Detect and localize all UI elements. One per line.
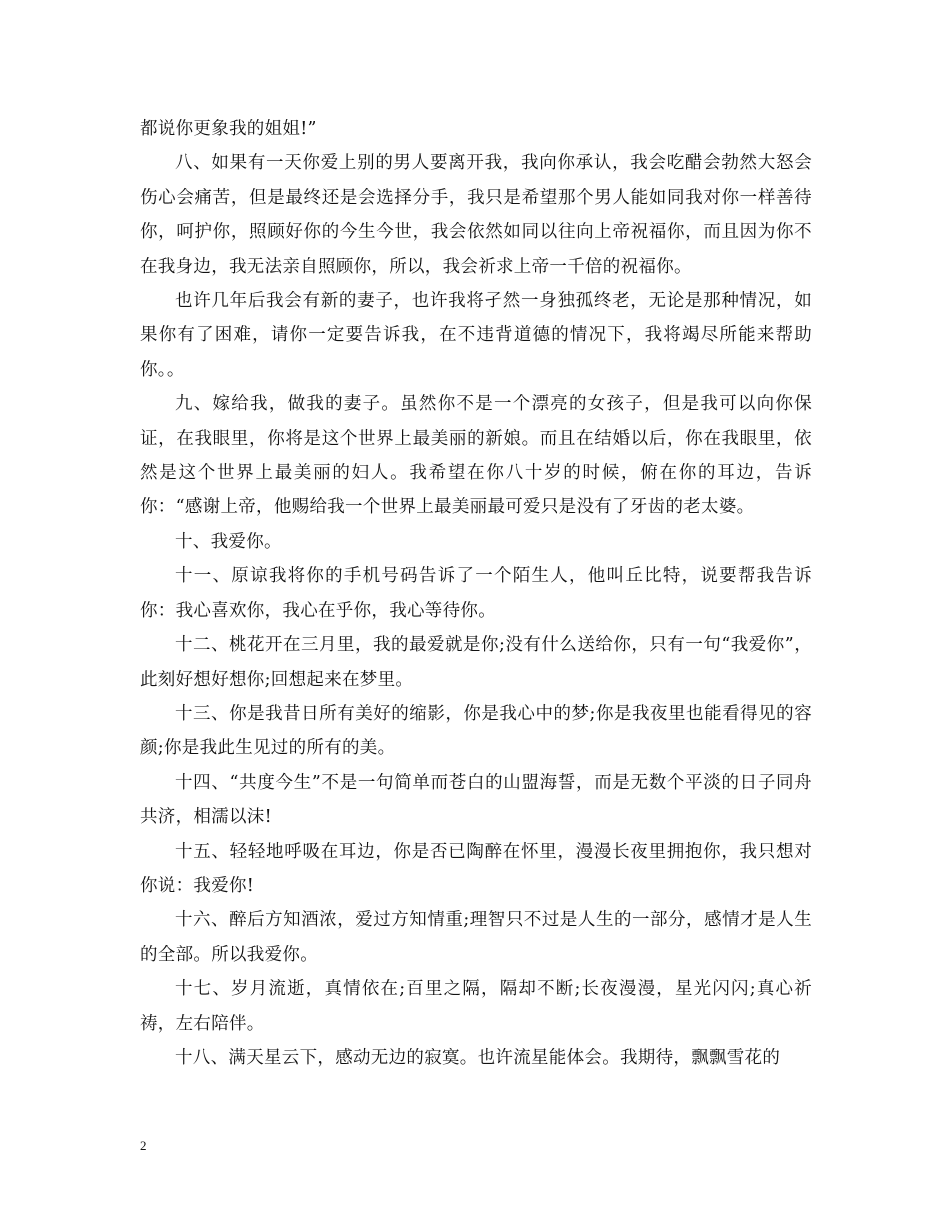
paragraph-item-8: 八、如果有一天你爱上别的男人要离开我，我向你承认，我会吃醋会勃然大怒会伤心会痛苦，但是最终还是会选择分手，我只是希望那个男人能如同我对你一样善待你，呵护你，照顾好你的今生今世，我会依然如同以往向上帝祝福你，而且因为你不在我身边，我无法亲自照顾你，所以，我会祈求上帝一千倍的祝福你。 <box>140 153 812 277</box>
paragraph-item-8-cont: 也许几年后我会有新的妻子，也许我将孑然一身独孤终老，无论是那种情况，如果你有了困难，请你一定要告诉我，在不违背道德的情况下，我将竭尽所能来帮助你。。 <box>140 291 812 380</box>
paragraph-item-15: 十五、轻轻地呼吸在耳边，你是否已陶醉在怀里，漫漫长夜里拥抱你，我只想对你说：我爱你! <box>140 841 812 896</box>
paragraph-continuation: 都说你更象我的姐姐!” <box>140 119 317 139</box>
document-body <box>140 112 812 1075</box>
paragraph-item-17: 十七、岁月流逝，真情依在;百里之隔，隔却不断;长夜漫漫，星光闪闪;真心祈祷，左右陪伴。 <box>140 979 812 1034</box>
paragraph-item-11: 十一、原谅我将你的手机号码告诉了一个陌生人，他叫丘比特，说要帮我告诉你：我心喜欢你，我心在乎你，我心等待你。 <box>140 566 812 621</box>
paragraph-item-10: 十、我爱你。 <box>175 531 282 552</box>
paragraph-item-13: 十三、你是我昔日所有美好的缩影，你是我心中的梦;你是我夜里也能看得见的容颜;你是我此生见过的所有的美。 <box>140 703 812 759</box>
paragraph-item-9: 九、嫁给我，做我的妻子。虽然你不是一个漂亮的女孩子，但是我可以向你保证，在我眼里，你将是这个世界上最美丽的新娘。而且在结婚以后，你在我眼里，依然是这个世界上最美丽的妇人。我希望在你八十岁的时候，俯在你的耳边，告诉你：“感谢上帝，他赐给我一个世界上最美丽最可爱只是没有了牙齿的老太婆。 <box>140 394 812 518</box>
page-number: 2 <box>140 1138 147 1153</box>
paragraph-item-12: 十二、桃花开在三月里，我的最爱就是你;没有什么送给你，只有一句“我爱你”，此刻好想好想你;回想起来在梦里。 <box>140 635 812 690</box>
paragraph-item-16: 十六、醉后方知酒浓，爱过方知情重;理智只不过是人生的一部分，感情才是人生的全部。所以我爱你。 <box>140 910 812 965</box>
paragraph-item-14: 十四、“共度今生”不是一句简单而苍白的山盟海誓，而是无数个平淡的日子同舟共济，相濡以沫! <box>140 772 812 828</box>
paragraph-item-18: 十八、满天星云下，感动无边的寂寞。也许流星能体会。我期待，飘飘雪花的 <box>175 1047 781 1068</box>
